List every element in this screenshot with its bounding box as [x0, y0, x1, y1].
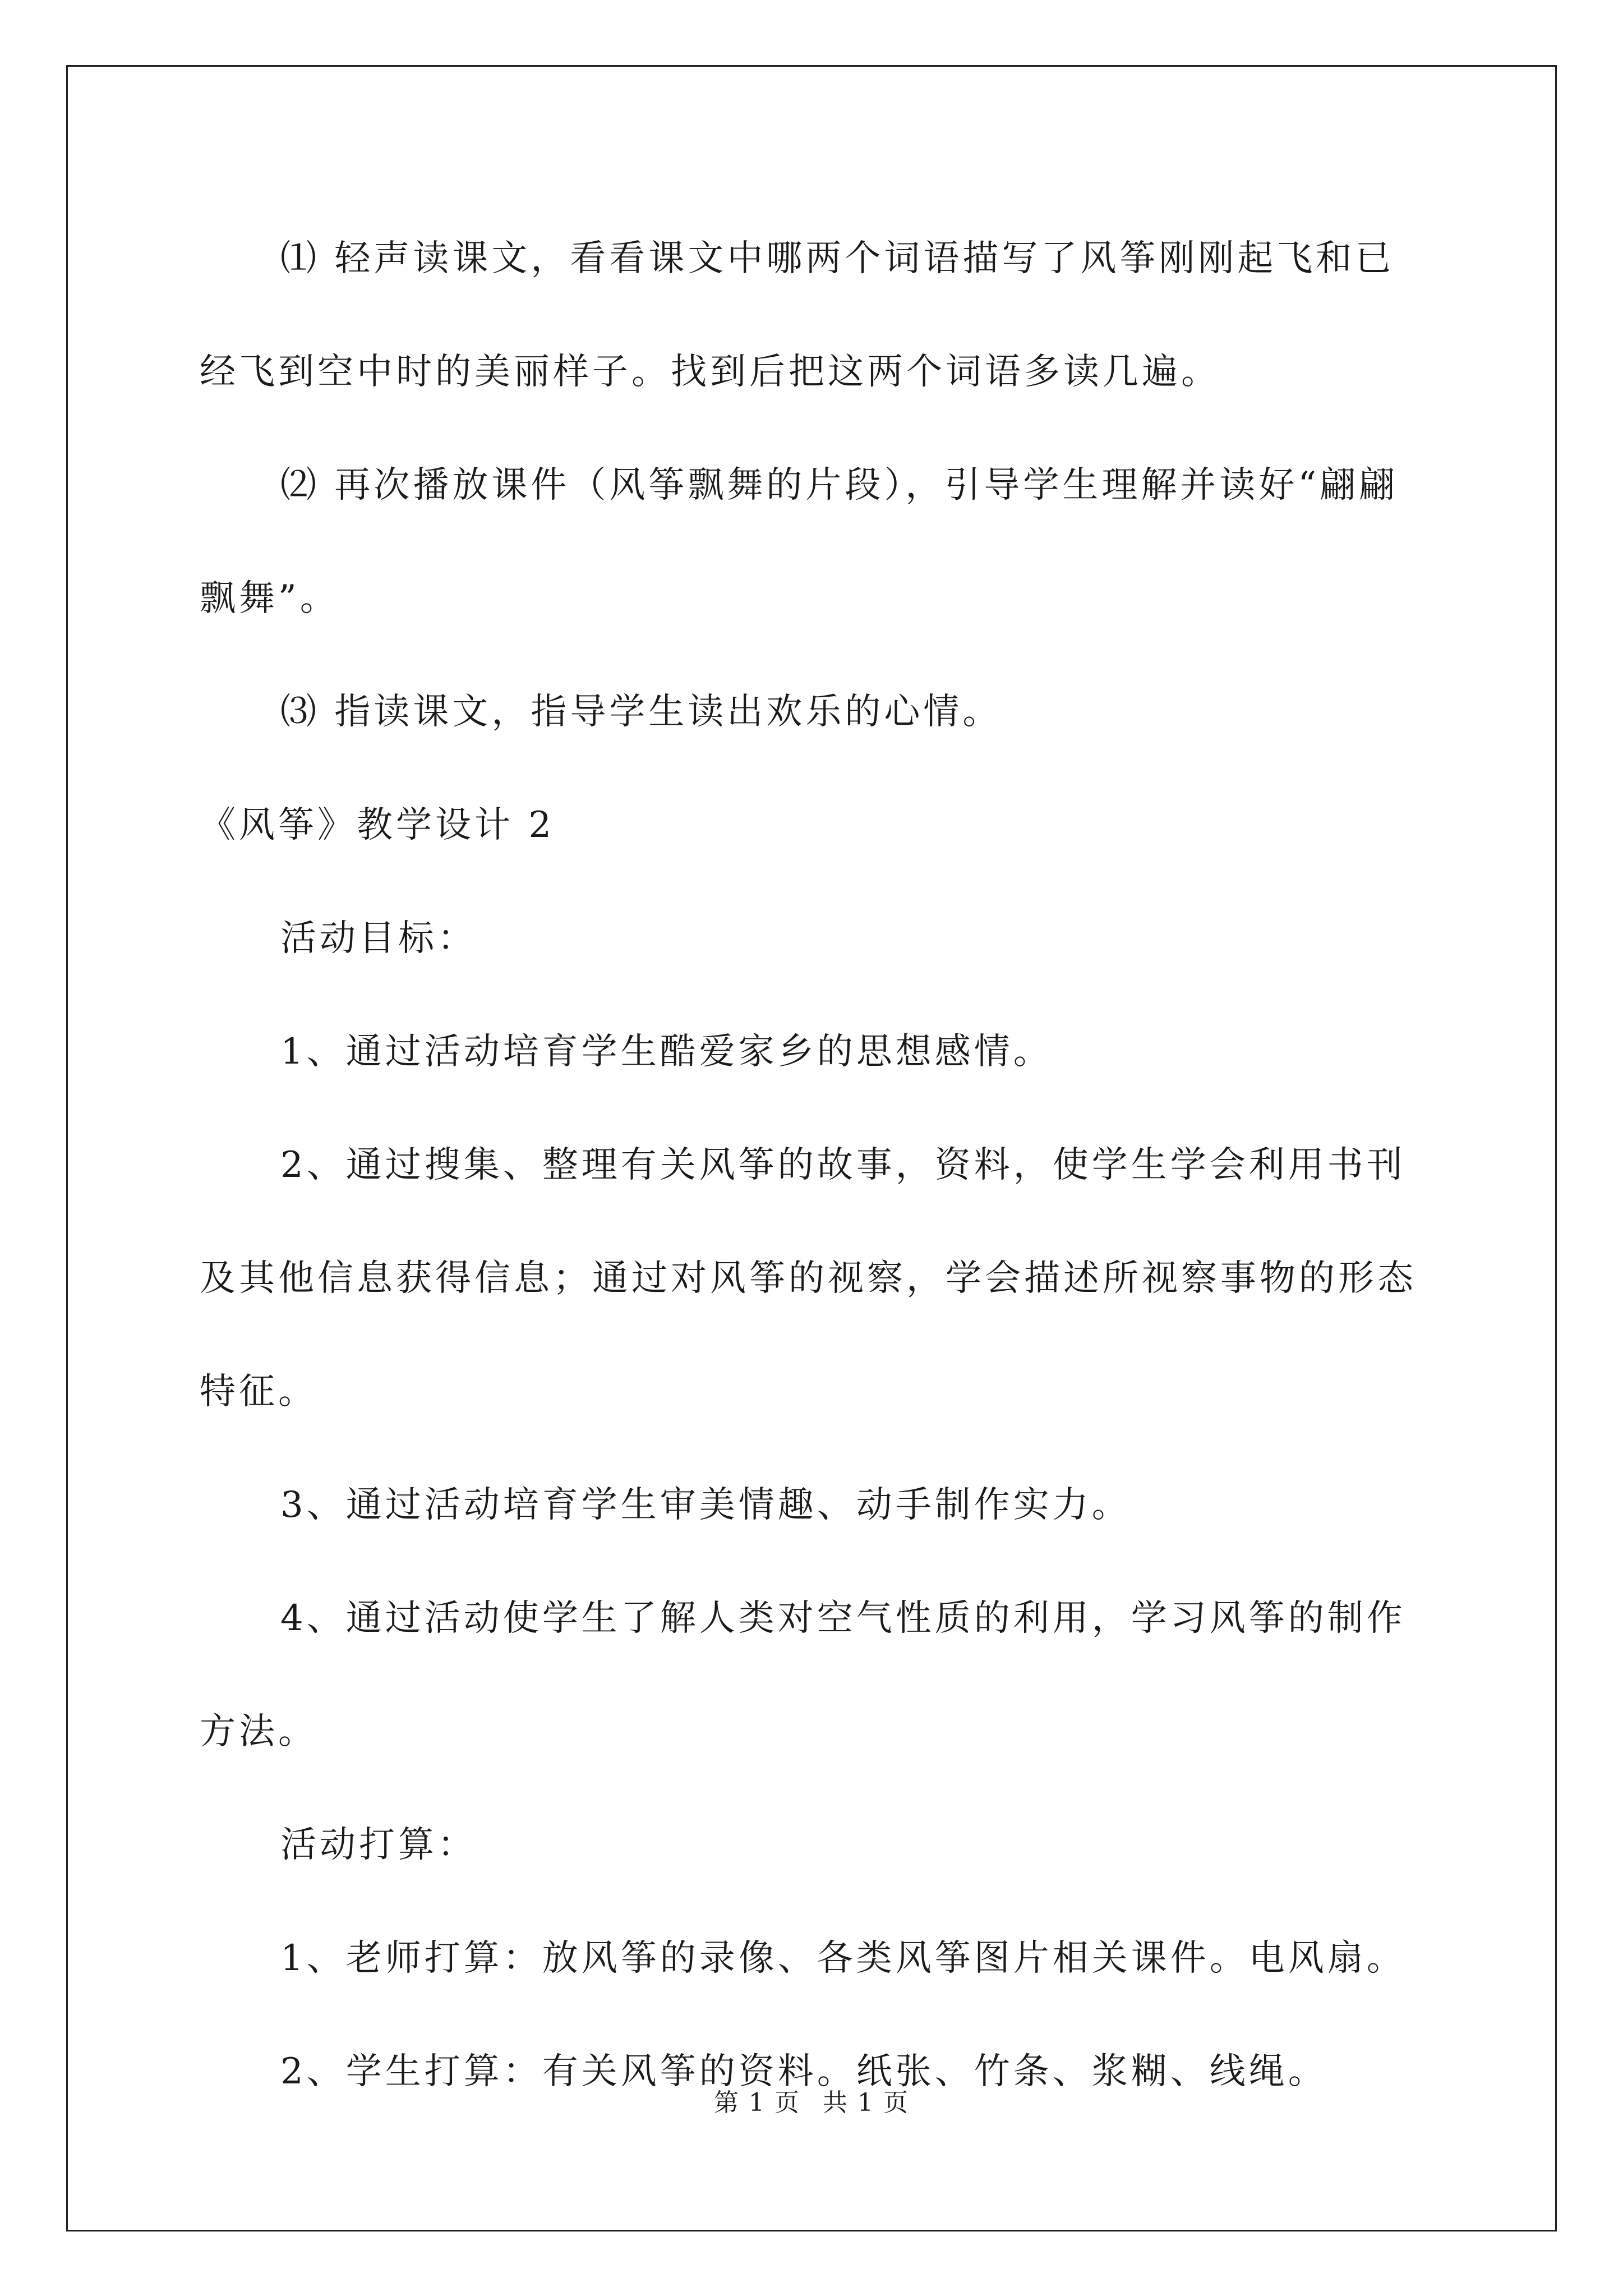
page-number: 第 1 页: [714, 2088, 800, 2117]
page-total: 共 1 页: [823, 2088, 909, 2117]
paragraph: 1、老师打算：放风筝的录像、各类风筝图片相关课件。电风扇。: [280, 1938, 1406, 1979]
paragraph: ⑴ 轻声读课文，看看课文中哪两个词语描写了风筝刚刚起飞和已经飞到空中时的美丽样子。找到后把这两个词语多读几遍。: [200, 238, 1395, 393]
paragraph: 活动打算：: [280, 1824, 477, 1866]
paragraph: 3、通过活动培育学生审美情趣、动手制作实力。: [280, 1484, 1131, 1526]
paragraph: 1、通过活动培育学生酷爱家乡的思想感情。: [280, 1031, 1053, 1073]
paragraph: ⑶ 指读课文，指导学生读出欢乐的心情。: [280, 691, 1002, 733]
paragraph: ⑵ 再次播放课件（风筝飘舞的片段），引导学生理解并读好“翩翩飘舞”。: [200, 464, 1399, 619]
paragraph: 活动目标：: [280, 918, 477, 959]
section-heading: 《风筝》教学设计 2: [200, 804, 555, 846]
paragraph: 2、通过搜集、整理有关风筝的故事，资料，使学生学会利用书刊及其他信息获得信息；通过对风筝的视察，学会描述所视察事物的形态特征。: [200, 1144, 1417, 1412]
paragraph: 4、通过活动使学生了解人类对空气性质的利用，学习风筝的制作方法。: [200, 1598, 1406, 1752]
paragraph: 2、学生打算：有关风筝的资料。纸张、竹条、浆糊、线绳。: [280, 2051, 1327, 2092]
document-body: [200, 202, 1433, 2128]
page-footer: [0, 2082, 1623, 2118]
